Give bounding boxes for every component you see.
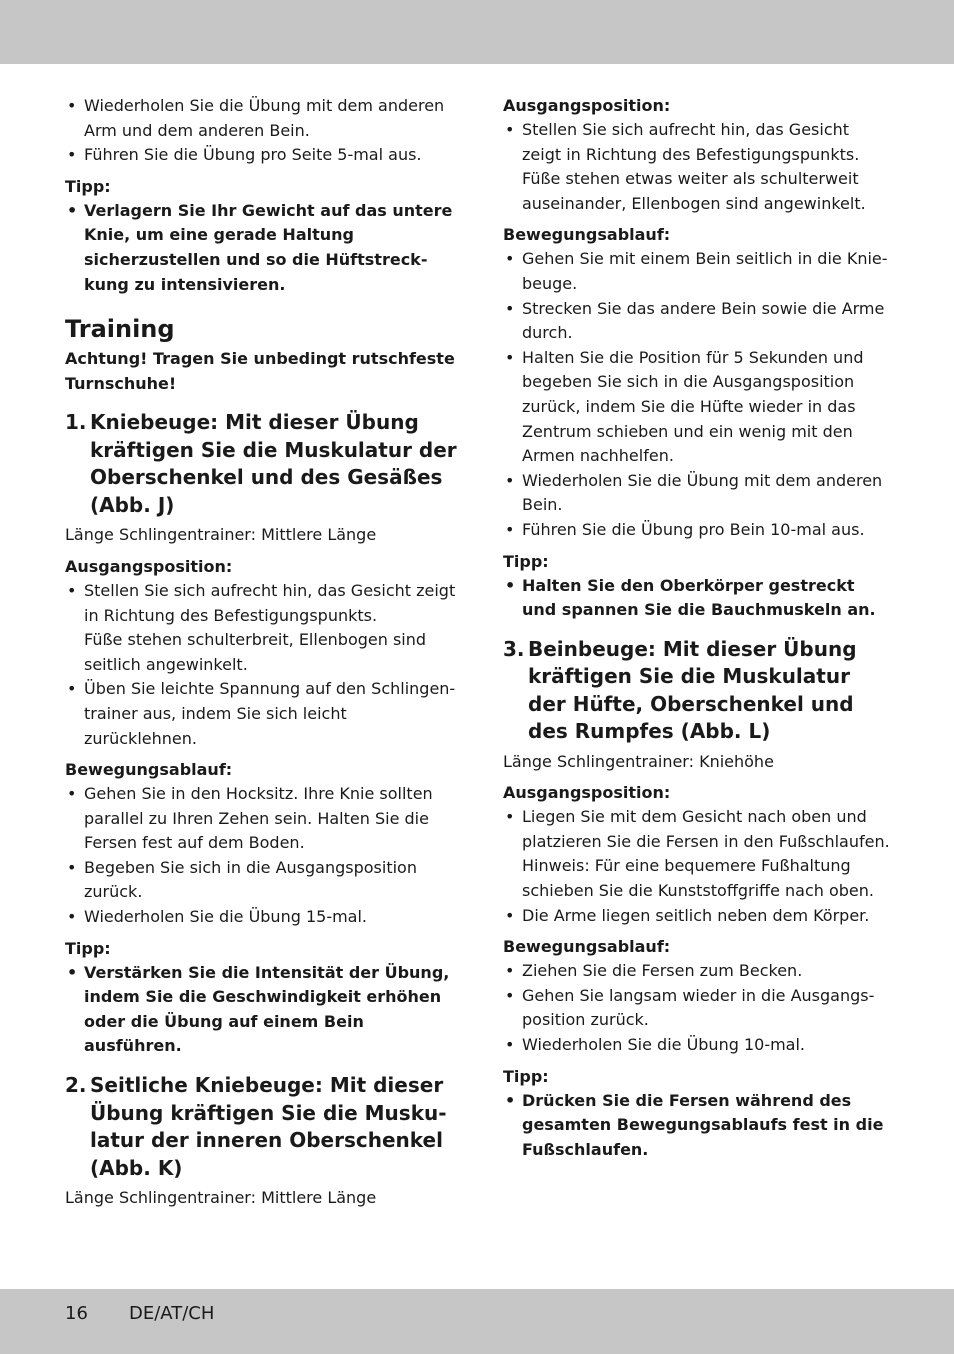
list-item: • Strecken Sie das andere Bein sowie die Arme durch. — [503, 297, 893, 346]
start-position-label: Ausgangsposition: — [503, 96, 671, 115]
start-position-label: Ausgangsposition: — [503, 783, 671, 803]
movement-list — [503, 959, 893, 1057]
exercise-number: 3. — [503, 636, 525, 661]
movement-label: Bewegungsablauf: — [65, 760, 233, 780]
note-text: Hinweis: Für eine bequemere Fußhaltung schieben Sie die Kunststoffgriffe nach oben. — [522, 856, 874, 901]
exercise-number: 1. — [65, 410, 87, 435]
list-item: • Liegen Sie mit dem Gesicht nach oben und platzieren Sie die Fersen in den Fußschlaufen. Hinweis: Für eine bequemere Fußhaltung schieben Sie die Kunststoffgriffe nach oben. — [503, 805, 893, 903]
section-heading-training: Training — [65, 315, 175, 344]
start-position-list — [503, 805, 893, 928]
tip-text: • Halten Sie den Oberkörper gestreckt und spannen Sie die Bauchmuskeln an. — [503, 574, 893, 623]
list-item: • Wiederholen Sie die Übung mit dem anderen Bein. — [503, 469, 893, 518]
page-footer — [65, 1302, 214, 1326]
note-text: Füße stehen schulterbreit, Ellenbogen sind seitlich angewinkelt. — [84, 630, 427, 674]
tip-text: • Drücken Sie die Fersen während des gesamten Bewegungsablaufs fest in die Fußschlaufen. — [503, 1089, 893, 1163]
exercise-1-heading — [65, 409, 460, 519]
left-column — [65, 94, 460, 1211]
region-label: DE/AT/CH — [129, 1303, 215, 1324]
trainer-length: Länge Schlingentrainer: Mittlere Länge — [65, 525, 377, 545]
exercise-title: Seitliche Kniebeuge: Mit dieser Übung kräftigen Sie die Muskulatur der inneren Oberschenkel (Abb. K) — [90, 1073, 447, 1180]
list-item: • Stellen Sie sich aufrecht hin, das Gesicht zeigt in Richtung des Befestigungspunkts. Füße stehen schulterbreit, Ellenbogen sind seitlich angewinkelt. — [65, 579, 460, 677]
list-item: • Ziehen Sie die Fersen zum Becken. — [503, 959, 893, 984]
tip-list — [503, 574, 893, 623]
movement-list — [503, 247, 893, 542]
list-item: • Führen Sie die Übung pro Bein 10-mal aus. — [503, 518, 893, 543]
tip-list — [65, 199, 460, 297]
list-item: • Wiederholen Sie die Übung mit dem anderen Arm und dem anderen Bein. — [65, 94, 460, 143]
movement-label: Bewegungsablauf: — [503, 937, 671, 957]
start-position-label: Ausgangsposition: — [65, 556, 233, 576]
trainer-length: Länge Schlingentrainer: Mittlere Länge — [65, 1188, 377, 1208]
exercise-number: 2. — [65, 1073, 87, 1098]
list-item: • Führen Sie die Übung pro Seite 5-mal aus. — [65, 143, 460, 168]
header-band — [0, 0, 954, 64]
movement-list — [65, 782, 460, 930]
exercise-2-heading — [65, 1072, 460, 1182]
list-item: • Wiederholen Sie die Übung 15-mal. — [65, 905, 460, 930]
tip-label: Tipp: — [503, 1066, 549, 1086]
list-item: • Gehen Sie langsam wieder in die Ausgangsposition zurück. — [503, 984, 893, 1033]
exercise-3-heading — [503, 636, 893, 746]
exercise-title: Beinbeuge: Mit dieser Übung kräftigen Sie die Muskulatur der Hüfte, Oberschenkel und des Rumpfes (Abb. L) — [528, 636, 857, 744]
exercise-title: Kniebeuge: Mit dieser Übung kräftigen Sie die Muskulatur der Oberschenkel und des Gesäßes (Abb. J) — [90, 410, 457, 517]
list-item: • Die Arme liegen seitlich neben dem Körper. — [503, 904, 893, 929]
trainer-length: Länge Schlingentrainer: Kniehöhe — [503, 751, 774, 771]
tip-label: Tipp: — [65, 176, 111, 196]
list-item: • Begeben Sie sich in die Ausgangsposition zurück. — [65, 856, 460, 905]
page-number: 16 — [65, 1303, 88, 1324]
list-item: • Stellen Sie sich aufrecht hin, das Gesicht zeigt in Richtung des Befestigungspunkts. Füße stehen etwas weiter als schulterweit auseinander, Ellenbogen sind angewinkelt. — [503, 118, 893, 216]
movement-label: Bewegungsablauf: — [503, 225, 671, 245]
list-item: • Wiederholen Sie die Übung 10-mal. — [503, 1033, 893, 1058]
right-column — [503, 94, 893, 1162]
tip-list — [503, 1089, 893, 1163]
tip-label: Tipp: — [503, 551, 549, 571]
tip-text: • Verstärken Sie die Intensität der Übung, indem Sie die Geschwindigkeit erhöhen oder die Übung auf einem Bein ausführen. — [65, 961, 460, 1059]
list-item: • Halten Sie die Position für 5 Sekunden und begeben Sie sich in die Ausgangsposition zurück, indem Sie die Hüfte wieder in das Zentrum schieben und ein wenig mit den Armen nachhelfen. — [503, 346, 893, 469]
start-position-list — [65, 579, 460, 751]
list-item: • Gehen Sie mit einem Bein seitlich in die Kniebeuge. — [503, 247, 893, 296]
tip-list — [65, 961, 460, 1059]
warning-text: Achtung! Tragen Sie unbedingt rutschfeste Turnschuhe! — [65, 349, 455, 393]
list-item: • Gehen Sie in den Hocksitz. Ihre Knie sollten parallel zu Ihren Zehen sein. Halten Sie die Fersen fest auf dem Boden. — [65, 782, 460, 856]
tip-text: • Verlagern Sie Ihr Gewicht auf das untere Knie, um eine gerade Haltung sicherzustellen und so die Hüftstreckkung zu intensivieren. — [65, 199, 460, 297]
intro-bullet-list — [65, 94, 460, 168]
list-item: • Üben Sie leichte Spannung auf den Schlingentrainer aus, indem Sie sich leicht zurücklehnen. — [65, 677, 460, 751]
start-position-list — [503, 118, 893, 216]
note-text: Füße stehen etwas weiter als schulterweit auseinander, Ellenbogen sind angewinkelt. — [522, 169, 866, 213]
tip-label: Tipp: — [65, 938, 111, 958]
